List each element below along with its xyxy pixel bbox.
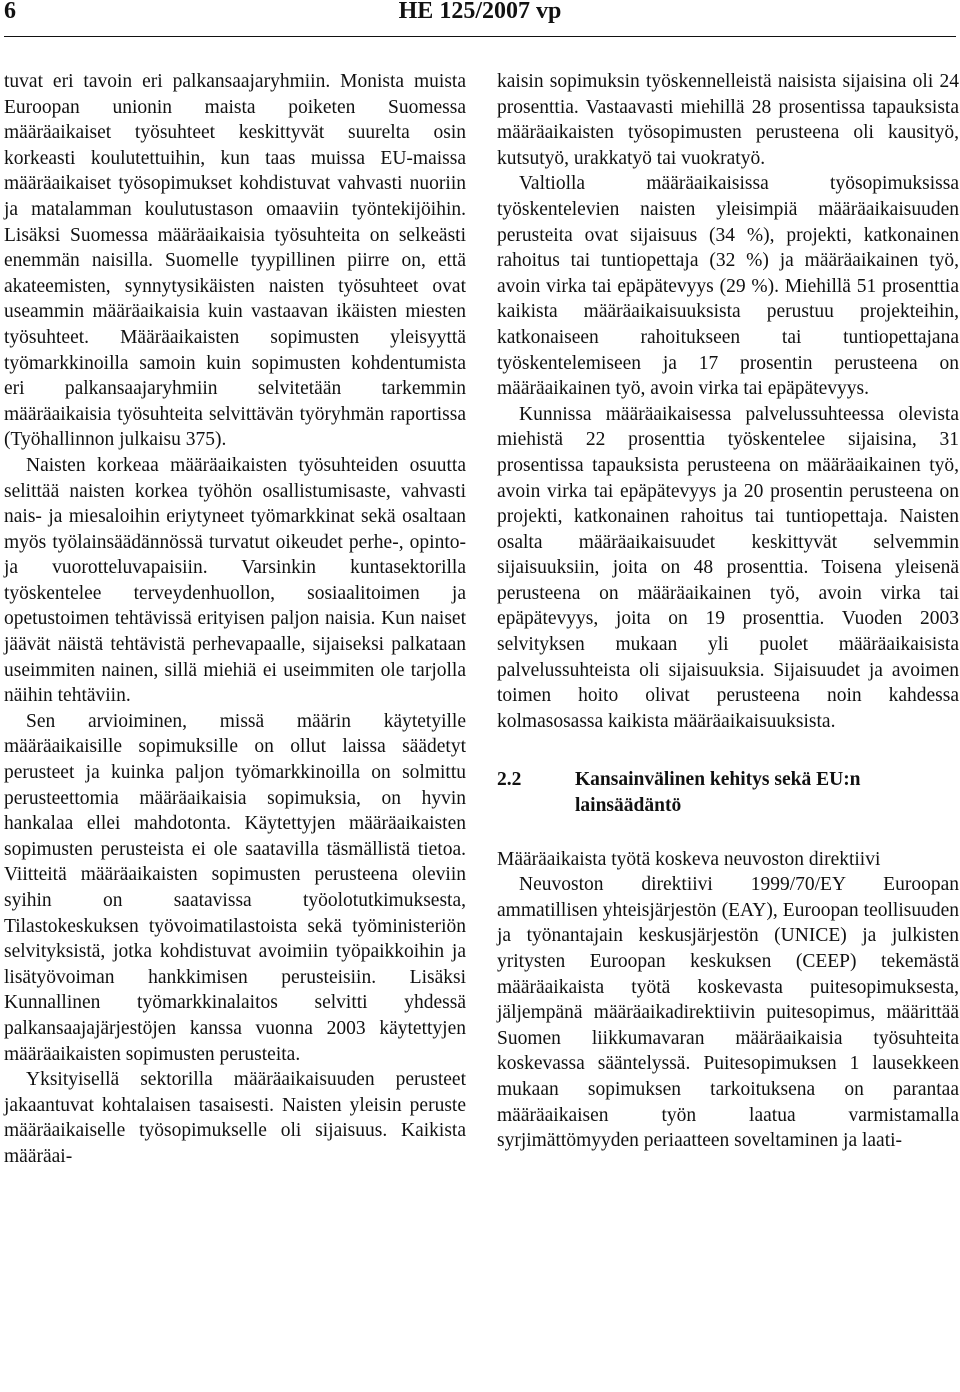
running-header [4,0,956,34]
section-heading [497,767,959,818]
paragraph: kaisin sopimuksin työskennelleistä naisista sijaisina oli 24 prosenttia. Vastaavasti miehillä 28 prosentissa tapauksista määräaikaisten työsopimusten perusteena oli kausityö, kutsutyö, urakkatyö tai vuokratyö. [497,71,959,169]
section-title: Kansainvälinen kehitys sekä EU:n lainsäädäntö [575,769,861,817]
right-column [497,69,959,1154]
paragraph: tuvat eri tavoin eri palkansaajaryhmiin. Monista muista Euroopan unionin maista poiketen Suomessa määräaikaiset työsuhteet keskittyvät suurelta osin korkeasti koulutettuihin, kun taas muissa EU-maissa määräaikaiset työsopimukset kohdistuvat vahvasti nuoriin ja matalamman koulutustason omaaviin työntekijöihin. Lisäksi Suomessa määräaikaisia työsuhteita on selkeästi enemmän naisilla. Suomelle tyypillinen piirre on, että akateemisten, synnytysikäisten naisten työsuhteet ovat useammin määräaikaisia kuin vastaavan ikäisten miesten työsuhteet. Määräaikaisten sopimusten yleisyyttä työmarkkinoilla samoin kuin sopimusten kohdentumista eri palkansaajaryhmiin selvitetään tarkemmin määräaikaisia työsuhteita selvittävän työryhmän raportissa (Työhallinnon julkaisu 375). [4,71,466,451]
paragraph: Kunnissa määräaikaisessa palvelussuhteessa olevista miehistä 22 prosenttia työskentelee sijaisina, 31 prosentissa tapauksista perusteena on määräaikainen työ, avoin virka tai epäpätevyys ja 20 prosentin perusteena on projekti, katkonainen rahoitus tai tuntiopettaja. Naisten osalta määräaikaisuudet keskittyvät selvemmin sijaisuuksiin, joita on 48 prosenttia. Toisena yleisenä perusteena on määräaikainen työ, avoin virka tai epäpätevyys, joita on 19 prosenttia. Vuoden 2003 selvityksen mukaan yli puolet määräaikaisista palvelussuhteista oli sijaisuuksia. Sijaisuudet ja avoimen toimen hoito olivat perusteena noin kahdessa kolmasosassa kaikista määräaikaisuuksista. [497,403,959,732]
paragraph: Naisten korkeaa määräaikaisten työsuhteiden osuutta selittää naisten korkea työhön osallistumisaste, vahvasti nais- ja miesaloihin eriytyneet työmarkkinat sekä osaltaan myös työlainsäädännössä turvatut oikeudet perhe-, opinto- ja vuorotteluvapaisiin. Varsinkin kuntasektorilla työskentelee terveydenhuollon, sosiaalitoimen ja opetustoimen tehtävissä erityisen paljon naisia. Kun naiset jäävät näistä tehtävistä perhevapaalle, sijaiseksi palkataan useimmiten nainen, sillä miehiä ei useimmiten ole tarjolla näihin tehtäviin. [4,454,466,707]
document-id: HE 125/2007 vp [398,0,562,24]
header-rule [4,36,956,37]
page-number: 6 [4,0,16,24]
left-column [4,69,466,1170]
paragraph: Valtiolla määräaikaisissa työsopimuksissa työskentelevien naisten yleisimpiä määräaikaisuuden perusteita ovat sijaisuus (34 %), projekti, katkonainen rahoitus tai tuntiopettaja (32 %) ja määräaikainen työ, avoin virka tai epäpätevyys (29 %). Miehillä 51 prosenttia kaikista määräaikaisuuksista perustuu projekteihin, katkonaiseen rahoitukseen tai tuntiopettajana työskentelemiseen ja 17 prosentin perusteena on määräaikainen työ, avoin virka tai epäpätevyys. [497,173,959,400]
subheading: Määräaikaista työtä koskeva neuvoston direktiivi [497,848,881,870]
paragraph: Sen arvioiminen, missä määrin käytetyille määräaikaisille sopimuksille on ollut laissa säädetyt perusteet ja kuinka paljon työmarkkinoilla on solmittu perusteettomia määräaikaisia sopimuksia, on hyvin hankalaa ellei mahdotonta. Käytettyjen määräaikaisten sopimusten perusteista ei ole saatavilla täsmällistä tietoa. Viitteitä määräaikaisten sopimusten perusteena oleviin syihin on saatavissa työolotutkimuksesta, Tilastokeskuksen työvoimatilastoista sekä työministeriön selvityksistä, jotka kohdistuvat avoimiin työpaikkoihin ja lisätyövoiman hankkimisen perusteisiin. Lisäksi Kunnallinen työmarkkinalaitos selvitti yhdessä palkansaajajärjestöjen kanssa vuonna 2003 käytettyjen määräaikaisten sopimusten perusteita. [4,710,466,1065]
section-number: 2.2 [497,769,522,791]
paragraph: Neuvoston direktiivi 1999/70/EY Euroopan ammatillisen yhteisjärjestön (EAY), Euroopan teollisuuden ja työnantajain keskusjärjestön (UNICE) ja julkisten yritysten Euroopan keskuksen (CEEP) tekemästä määräaikaista työtä koskevasta puitesopimuksesta, jäljempänä määräaikadirektiivin puitesopimus, määrittää Suomen liikkumavaran määräaikaisia työsuhteita koskevassa sääntelyssä. Puitesopimuksen 1 lausekkeen mukaan sopimuksen tarkoituksena on parantaa määräaikaisen työn laatua varmistamalla syrjimättömyyden periaatteen soveltaminen ja laati- [497,874,959,1152]
paragraph: Yksityisellä sektorilla määräaikaisuuden perusteet jakaantuvat kohtalaisen tasaisesti. Naisten yleisin peruste määräaikaiselle työsopimukselle oli sijaisuus. Kaikista määräai- [4,1069,466,1167]
